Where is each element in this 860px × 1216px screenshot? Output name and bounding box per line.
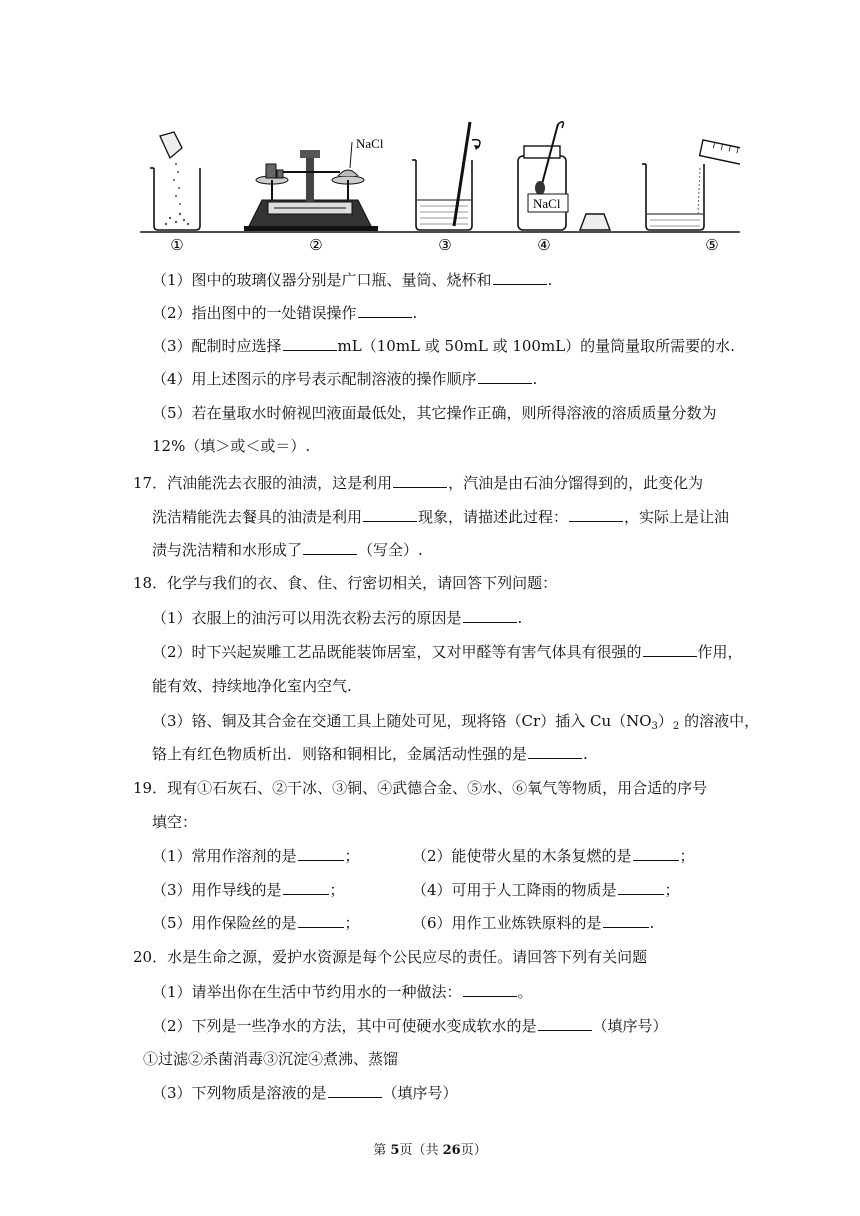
nacl-label-balance: NaCl xyxy=(356,136,384,151)
q18-item3-paren: ） xyxy=(657,712,673,730)
q20-item3-text: （3）下列物质是溶液的是 xyxy=(152,1084,327,1102)
q16-item1-text: （1）图中的玻璃仪器分别是广口瓶、量筒、烧杯和 xyxy=(152,271,492,289)
q16-item1-end: . xyxy=(547,271,553,289)
q19-item2-end: ； xyxy=(679,847,695,865)
q16-item2-text: （2）指出图中的一处错误操作 xyxy=(152,304,357,322)
q20-item2 xyxy=(152,1016,668,1036)
q16-item2-end: . xyxy=(412,304,418,322)
q17-line3 xyxy=(152,540,423,560)
q16-item4-end: . xyxy=(532,370,538,388)
q19-item1-end: ； xyxy=(344,847,360,865)
q19-item2 xyxy=(412,846,695,866)
q20-options: ①过滤②杀菌消毒③沉淀④煮沸、蒸馏 xyxy=(143,1050,399,1068)
q19-item5-text: （5）用作保险丝的是 xyxy=(152,914,297,932)
q20-item1-end: 。 xyxy=(517,983,533,1001)
q18-item2-text: （2）时下兴起炭雕工艺品既能装饰居室，又对甲醛等有害气体具有很强的 xyxy=(152,643,642,661)
subscript-3: 3 xyxy=(651,721,658,732)
answer-blank[interactable] xyxy=(493,270,547,285)
q18-item3-cont xyxy=(152,744,588,764)
q17-line1 xyxy=(133,473,703,493)
footer-text-a: 第 xyxy=(373,1143,391,1158)
q18-item1 xyxy=(152,608,522,628)
q20-item3 xyxy=(152,1083,458,1103)
q19-item4-end: ； xyxy=(664,881,680,899)
q17-text-g: （写全）. xyxy=(358,541,423,559)
q16-item1 xyxy=(152,270,552,290)
q18-item1-text: （1）衣服上的油污可以用洗衣粉去污的原因是 xyxy=(152,609,462,627)
q18-item2 xyxy=(152,642,743,662)
q19-item6-text: （6）用作工业炼铁原料的是 xyxy=(412,914,602,932)
q20-item1-text: （1）请举出你在生活中节约用水的一种做法： xyxy=(152,983,462,1001)
total-pages: 26 xyxy=(442,1143,461,1158)
step1-label: ① xyxy=(170,236,184,254)
answer-blank[interactable] xyxy=(538,1016,592,1031)
q19-item3 xyxy=(152,880,345,900)
q20-item1 xyxy=(152,982,533,1002)
q18-item3-text: （3）铬、铜及其合金在交通工具上随处可见，现将铬（Cr）插入 Cu（NO xyxy=(152,712,652,730)
answer-blank[interactable] xyxy=(478,369,532,384)
answer-blank[interactable] xyxy=(603,913,649,928)
q16-item4 xyxy=(152,369,537,389)
answer-blank[interactable] xyxy=(528,744,582,759)
q18-item1-end: . xyxy=(517,609,523,627)
q17-line2 xyxy=(152,507,729,527)
q18-title: 18．化学与我们的衣、食、住、行密切相关，请回答下列问题： xyxy=(133,574,558,592)
q19-item4-text: （4）可用于人工降雨的物质是 xyxy=(412,881,617,899)
experiment-illustration xyxy=(140,118,740,260)
q16-item3 xyxy=(152,336,735,356)
step5-label: ⑤ xyxy=(705,236,719,254)
q17-text-b: ，汽油是由石油分馏得到的，此变化为 xyxy=(448,474,704,492)
page-number: 5 xyxy=(390,1143,400,1158)
q19-item5 xyxy=(152,913,360,933)
step1-pour-solid-icon xyxy=(150,132,200,230)
answer-blank[interactable] xyxy=(358,303,412,318)
answer-blank[interactable] xyxy=(303,540,357,555)
answer-blank[interactable] xyxy=(283,336,337,351)
q20-item2-text: （2）下列是一些净水的方法，其中可使硬水变成软水的是 xyxy=(152,1017,537,1035)
answer-blank[interactable] xyxy=(643,642,697,657)
q19-item3-end: ； xyxy=(329,881,345,899)
step2-balance-icon xyxy=(244,142,378,231)
q19-item3-text: （3）用作导线的是 xyxy=(152,881,282,899)
answer-blank[interactable] xyxy=(363,507,417,522)
q19-line2: 填空： xyxy=(152,813,198,831)
q19-line1: 19．现有①石灰石、②干冰、③铜、④武德合金、⑤水、⑥氧气等物质，用合适的序号 xyxy=(133,779,708,797)
q16-item2 xyxy=(152,303,417,323)
q19-item6 xyxy=(412,913,654,933)
step4-bottle-icon xyxy=(518,122,610,230)
q16-item4-text: （4）用上述图示的序号表示配制溶液的操作顺序 xyxy=(152,370,477,388)
q18-item3-text-c: 铬上有红色物质析出．则铬和铜相比，金属活动性强的是 xyxy=(152,745,528,763)
q20-item3-end: （填序号） xyxy=(382,1084,458,1102)
q18-item2-cont: 能有效、持续地净化室内空气. xyxy=(152,677,352,695)
q18-item3-end: . xyxy=(583,745,588,763)
q19-item1 xyxy=(152,846,360,866)
q19-item4 xyxy=(412,880,680,900)
step5-pour-water-icon xyxy=(642,136,740,230)
q18-item2-end: 作用， xyxy=(697,643,743,661)
q17-text-c: 洗洁精能洗去餐具的油渍是利用 xyxy=(152,508,363,526)
q20-item2-end: （填序号） xyxy=(592,1017,668,1035)
footer-text-c: 页） xyxy=(460,1143,487,1158)
answer-blank[interactable] xyxy=(569,507,623,522)
subscript-2: 2 xyxy=(672,721,680,732)
nacl-label-bottle: NaCl xyxy=(533,196,561,211)
q17-text-e: ，实际上是让油 xyxy=(624,508,730,526)
answer-blank[interactable] xyxy=(633,846,679,861)
step2-label: ② xyxy=(309,236,323,254)
q17-text-d: 现象，请描述此过程： xyxy=(418,508,569,526)
q17-text-a: 17．汽油能洗去衣服的油渍，这是利用 xyxy=(133,474,393,492)
q18-item3 xyxy=(152,711,759,737)
q17-text-f: 渍与洗洁精和水形成了 xyxy=(152,541,303,559)
step3-stir-icon xyxy=(412,122,480,230)
answer-blank[interactable] xyxy=(463,982,517,997)
footer-text-b: 页（共 xyxy=(399,1143,443,1158)
q16-item5: （5）若在量取水时俯视凹液面最低处，其它操作正确，则所得溶液的溶质质量分数为 xyxy=(152,404,717,422)
page-footer xyxy=(0,1139,860,1158)
answer-blank[interactable] xyxy=(283,880,329,895)
q19-item2-text: （2）能使带火星的木条复燃的是 xyxy=(412,847,632,865)
q16-item5-cont: 12%（填＞或＜或＝）. xyxy=(152,437,311,455)
q19-item1-text: （1）常用作溶剂的是 xyxy=(152,847,297,865)
q19-item6-end: . xyxy=(649,914,655,932)
q16-item3-text: （3）配制时应选择 xyxy=(152,337,282,355)
answer-blank[interactable] xyxy=(298,913,344,928)
answer-blank[interactable] xyxy=(298,846,344,861)
experiment-figure xyxy=(140,118,740,260)
answer-blank[interactable] xyxy=(463,608,517,623)
answer-blank[interactable] xyxy=(393,473,447,488)
q18-item3-text-b: 的溶液中， xyxy=(679,712,760,730)
answer-blank[interactable] xyxy=(618,880,664,895)
q16-item3-end: mL（10mL 或 50mL 或 100mL）的量筒量取所需要的水. xyxy=(337,337,735,355)
q19-item5-end: ； xyxy=(344,914,360,932)
answer-blank[interactable] xyxy=(328,1083,382,1098)
step3-label: ③ xyxy=(438,236,452,254)
step4-label: ④ xyxy=(537,236,551,254)
q20-title: 20．水是生命之源，爱护水资源是每个公民应尽的责任。请回答下列有关问题 xyxy=(133,948,648,966)
